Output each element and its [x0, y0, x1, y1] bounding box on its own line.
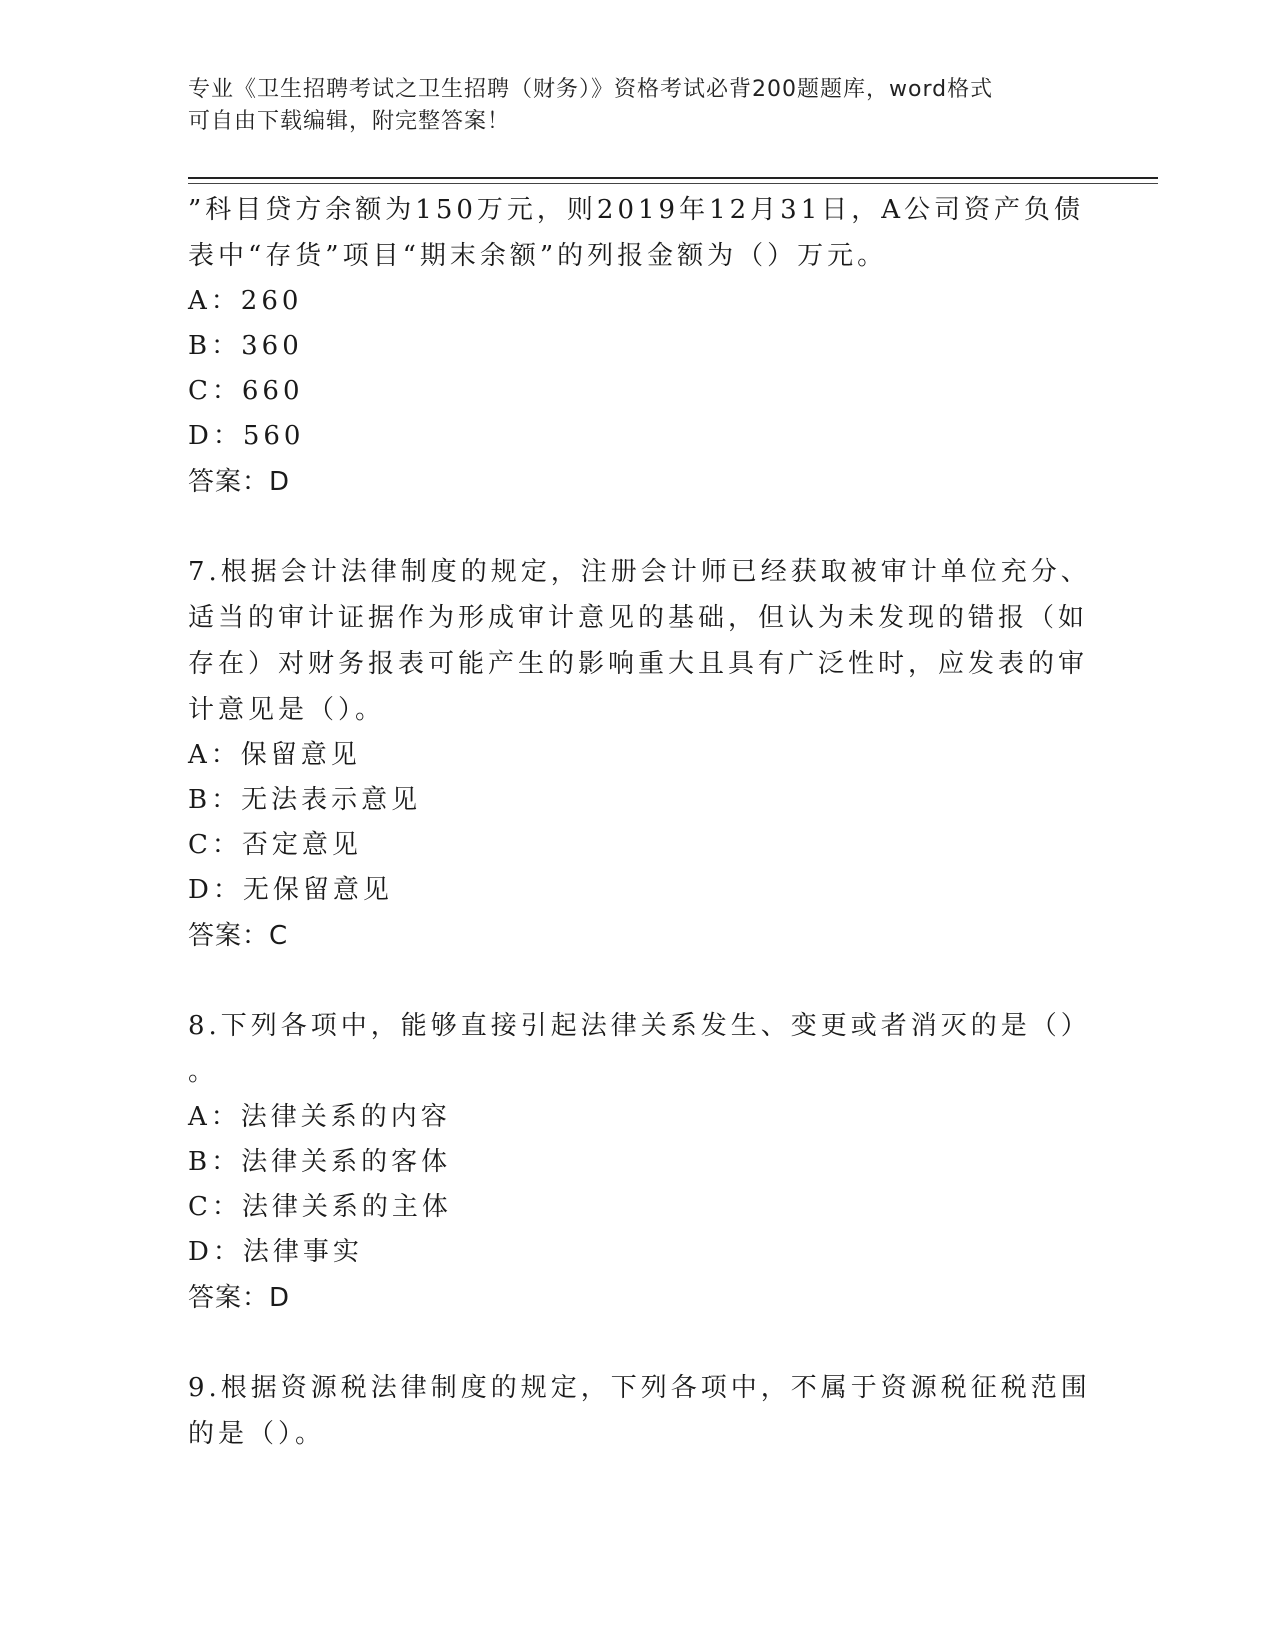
question-text-line: 7.根据会计法律制度的规定，注册会计师已经获取被审计单位充分、 [188, 557, 1091, 587]
question-9 [188, 1365, 1091, 1457]
option-c: C：660 [188, 376, 304, 406]
option-c: C：法律关系的主体 [188, 1192, 452, 1222]
option-d: D：法律事实 [188, 1237, 363, 1267]
header-line-2: 可自由下载编辑，附完整答案！ [188, 109, 511, 134]
question-text-line: 表中“存货”项目“期末余额”的列报金额为（）万元。 [188, 241, 888, 271]
question-text-line: 的是（）。 [188, 1419, 326, 1449]
option-d: D：无保留意见 [188, 875, 393, 905]
header-rule-thin [188, 183, 1158, 184]
answer: 答案：C [188, 921, 289, 951]
option-b: B：法律关系的客体 [188, 1147, 452, 1177]
question-6 [188, 187, 1085, 505]
question-text-line: 存在）对财务报表可能产生的影响重大且具有广泛性时，应发表的审 [188, 649, 1089, 679]
question-text-line: 计意见是（）。 [188, 695, 386, 725]
question-text-line: ”科目贷方余额为150万元，则2019年12月31日，A公司资产负债 [188, 195, 1085, 225]
question-text-line: 8.下列各项中，能够直接引起法律关系发生、变更或者消灭的是（） [188, 1011, 1091, 1041]
document-header [188, 74, 1068, 138]
option-c: C：否定意见 [188, 830, 362, 860]
question-text-line: 适当的审计证据作为形成审计意见的基础，但认为未发现的错报（如 [188, 603, 1089, 633]
question-text-line: 。 [188, 1057, 219, 1087]
question-7 [188, 549, 1091, 959]
question-text-line: 9.根据资源税法律制度的规定，下列各项中，不属于资源税征税范围 [188, 1373, 1091, 1403]
option-d: D：560 [188, 421, 305, 451]
header-rule-thick [188, 177, 1158, 179]
option-b: B：360 [188, 331, 303, 361]
header-line-1: 专业《卫生招聘考试之卫生招聘（财务）》资格考试必背200题题库，word格式 [188, 77, 994, 102]
answer: 答案：D [188, 467, 291, 497]
option-a: A：保留意见 [188, 740, 361, 770]
answer: 答案：D [188, 1283, 291, 1313]
option-b: B：无法表示意见 [188, 785, 422, 815]
option-a: A：法律关系的内容 [188, 1102, 451, 1132]
question-list [188, 187, 1091, 1457]
option-a: A：260 [188, 286, 303, 316]
question-8 [188, 1003, 1091, 1321]
